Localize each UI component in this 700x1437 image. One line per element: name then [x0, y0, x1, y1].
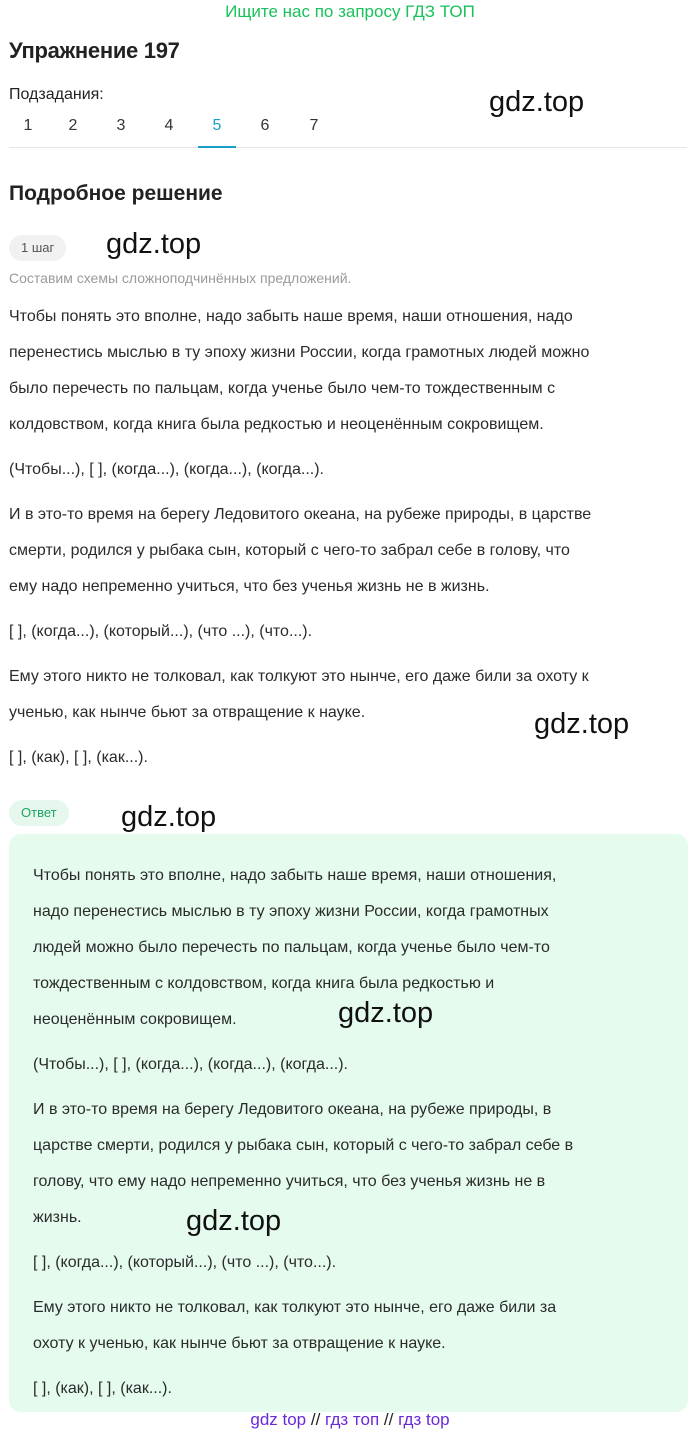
solution-line: Чтобы понять это вполне, надо забыть наше время, наши отношения, надо — [9, 308, 573, 325]
footer-link[interactable]: gdz top — [250, 1410, 307, 1429]
answer-badge: Ответ — [9, 800, 69, 826]
solution-line: ученью, как нынче бьют за отвращение к науке. — [9, 704, 366, 721]
footer-separator: // — [310, 1410, 321, 1429]
watermark: gdz.top — [106, 228, 202, 260]
footer-links — [0, 1410, 700, 1430]
solution-line: ему надо непременно учиться, что без ученья жизнь не в жизнь. — [9, 578, 490, 595]
solution-heading: Подробное решение — [9, 182, 223, 205]
answer-line: тождественным с колдовством, когда книга была редкостью и — [33, 975, 495, 992]
solution-line: смерти, родился у рыбака сын, который с чего-то забрал себе в голову, что — [9, 542, 570, 559]
footer-link[interactable]: гдз топ — [325, 1410, 380, 1429]
watermark: gdz.top — [489, 86, 585, 118]
solution-scheme: (Чтобы...), [ ], (когда...), (когда...), (когда...). — [9, 461, 324, 478]
footer-link[interactable]: гдз top — [398, 1410, 450, 1429]
solution-scheme: [ ], (когда...), (который...), (что ...), (что...). — [9, 623, 313, 640]
answer-line: надо перенестись мыслью в ту эпоху жизни России, когда грамотных — [33, 903, 549, 920]
answer-line: голову, что ему надо непременно учиться, что без ученья жизнь не в — [33, 1173, 546, 1190]
solution-line: Ему этого никто не толковал, как толкуют это нынче, его даже били за охоту к — [9, 668, 589, 685]
solution-line: было перечесть по пальцам, когда ученье было чем-то тождественным с — [9, 380, 556, 397]
answer-line: людей можно было перечесть по пальцам, когда ученье было чем-то — [33, 939, 550, 956]
subtasks-label: Подзадания: — [9, 86, 104, 103]
answer-scheme: [ ], (как), [ ], (как...). — [33, 1380, 172, 1397]
solution-line: И в это-то время на берегу Ледовитого океана, на рубеже природы, в царстве — [9, 506, 592, 523]
watermark: gdz.top — [121, 801, 217, 833]
answer-line: И в это-то время на берегу Ледовитого океана, на рубеже природы, в — [33, 1101, 552, 1118]
answer-line: охоту к ученью, как нынче бьют за отвращение к науке. — [33, 1335, 446, 1352]
step-hint: Составим схемы сложноподчинённых предложений. — [9, 270, 352, 286]
footer-separator: // — [383, 1410, 394, 1429]
solution-scheme: [ ], (как), [ ], (как...). — [9, 749, 148, 766]
answer-line: Чтобы понять это вполне, надо забыть наше время, наши отношения, — [33, 867, 557, 884]
tab-4[interactable]: 4 — [164, 117, 174, 134]
tab-3[interactable]: 3 — [116, 117, 126, 134]
page-title: Упражнение 197 — [9, 38, 180, 63]
tab-6[interactable]: 6 — [260, 117, 270, 134]
answer-line: неоценённым сокровищем. — [33, 1011, 237, 1028]
answer-line: Ему этого никто не толковал, как толкуют это нынче, его даже били за — [33, 1299, 557, 1316]
watermark: gdz.top — [186, 1205, 282, 1237]
answer-line: жизнь. — [33, 1209, 82, 1226]
watermark: gdz.top — [338, 997, 434, 1029]
step-badge: 1 шаг — [9, 235, 66, 261]
watermark: gdz.top — [534, 708, 630, 740]
tab-7[interactable]: 7 — [309, 117, 319, 134]
tab-1[interactable]: 1 — [23, 117, 33, 134]
answer-scheme: (Чтобы...), [ ], (когда...), (когда...), (когда...). — [33, 1056, 348, 1073]
tab-2[interactable]: 2 — [68, 117, 78, 134]
tab-5[interactable]: 5 — [198, 110, 236, 148]
answer-scheme: [ ], (когда...), (который...), (что ...), (что...). — [33, 1254, 337, 1271]
subtask-tabs — [9, 110, 687, 148]
solution-line: перенестись мыслью в ту эпоху жизни России, когда грамотных людей можно — [9, 344, 590, 361]
solution-line: колдовством, когда книга была редкостью и неоценённым сокровищем. — [9, 416, 544, 433]
search-banner: Ищите нас по запросу ГДЗ ТОП — [225, 2, 475, 21]
answer-line: царстве смерти, родился у рыбака сын, который с чего-то забрал себе в — [33, 1137, 574, 1154]
